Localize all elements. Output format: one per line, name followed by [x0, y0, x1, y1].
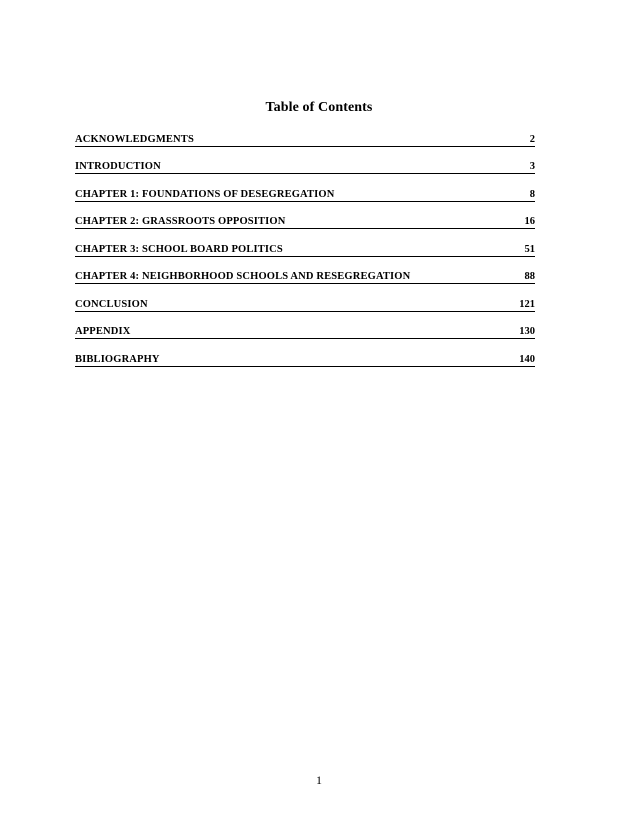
toc-entry-bibliography[interactable]	[75, 351, 535, 367]
toc-entry-chapter-4[interactable]	[75, 269, 535, 285]
toc-entry-page: 2	[529, 133, 535, 145]
toc-entry-label: APPENDIX	[75, 326, 131, 337]
toc-entry-page: 51	[524, 243, 535, 255]
toc-entry-page: 3	[529, 161, 535, 172]
toc-entry-label: INTRODUCTION	[75, 161, 161, 172]
page-title: Table of Contents	[265, 100, 373, 115]
toc-entry-label: CHAPTER 3: SCHOOL BOARD POLITICS	[75, 243, 283, 255]
toc-entry-appendix[interactable]	[75, 324, 535, 340]
toc-entry-acknowledgments[interactable]	[75, 131, 535, 147]
toc-entry-page: 130	[519, 326, 535, 337]
toc-entry-page: 16	[524, 216, 535, 227]
toc-entry-page: 121	[519, 298, 535, 310]
toc-entry-label: ACKNOWLEDGMENTS	[75, 133, 194, 145]
toc-entry-chapter-2[interactable]	[75, 214, 535, 230]
toc-entry-page: 140	[519, 353, 535, 365]
toc-entry-chapter-1[interactable]	[75, 186, 535, 202]
toc-entry-introduction[interactable]	[75, 159, 535, 175]
toc-entry-page: 88	[524, 271, 535, 282]
toc-entry-conclusion[interactable]	[75, 296, 535, 312]
toc-entry-label: BIBLIOGRAPHY	[75, 353, 160, 365]
toc-entry-label: CHAPTER 4: NEIGHBORHOOD SCHOOLS AND RESEGREGATION	[75, 271, 411, 282]
toc-entry-label: CONCLUSION	[75, 298, 148, 310]
toc-entry-page: 8	[529, 188, 535, 200]
page-number: 1	[316, 773, 322, 787]
toc-list	[75, 131, 535, 367]
toc-entry-chapter-3[interactable]	[75, 241, 535, 257]
toc-entry-label: CHAPTER 1: FOUNDATIONS OF DESEGREGATION	[75, 188, 335, 200]
toc-entry-label: CHAPTER 2: GRASSROOTS OPPOSITION	[75, 216, 286, 227]
